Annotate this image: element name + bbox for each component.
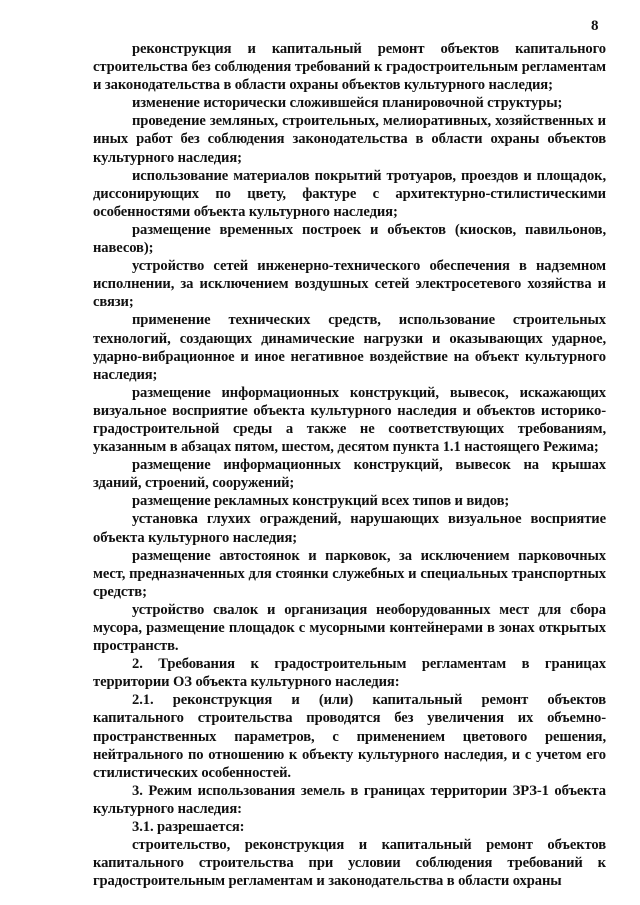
page-number: 8 — [591, 18, 599, 34]
paragraph: размещение информационных конструкций, вывесок, искажающих визуальное восприятие объекта культурного наследия и объектов историко-градостроительной среды а также не соответствующих требованиям, указанным в абзацах пятом, шестом, десятом пункта 1.1 настоящего Режима; — [93, 384, 606, 456]
paragraph: проведение земляных, строительных, мелиоративных, хозяйственных и иных работ без соблюдения законодательства в области охраны объектов культурного наследия; — [93, 113, 606, 166]
paragraph: изменение исторически сложившейся планировочной структуры; — [132, 95, 563, 112]
paragraph: размещение информационных конструкций, вывесок на крышах зданий, строений, сооружений; — [93, 457, 606, 492]
subsection-2-1: 2.1. реконструкция и (или) капитальный ремонт объектов капитального строительства проводятся без увеличения их объемно-пространственных параметров, с применением цветового решения, нейтрального по отношению к объекту культурного наследия, и с учетом его стилистических особенностей. — [93, 692, 606, 781]
paragraph: устройство свалок и организация необорудованных мест для сбора мусора, размещение площадок с мусорными контейнерами в зонах открытых пространств. — [93, 601, 606, 655]
paragraph: размещение рекламных конструкций всех типов и видов; — [132, 493, 510, 510]
paragraph: размещение временных построек и объектов (киосков, павильонов, навесов); — [93, 221, 606, 257]
paragraph: использование материалов покрытий тротуаров, проездов и площадок, диссонирующих по цвету, фактуре с архитектурно-стилистическими особенностями объекта культурного наследия; — [93, 167, 606, 220]
paragraph: размещение автостоянок и парковок, за исключением парковочных мест, предназначенных для стоянки служебных и специальных транспортных средств; — [93, 547, 606, 600]
subsection-3-1: 3.1. разрешается: — [132, 819, 245, 836]
section-heading-3: 3. Режим использования земель в границах территории ЗРЗ-1 объекта культурного наследия: — [93, 782, 606, 817]
paragraph: установка глухих ограждений, нарушающих визуальное восприятие объекта культурного наследия; — [93, 511, 606, 546]
paragraph: реконструкция и капитальный ремонт объектов капитального строительства без соблюдения требований к градостроительным регламентам и законодательства в области охраны объектов культурного наследия; — [93, 41, 606, 94]
paragraph: устройство сетей инженерно-технического обеспечения в надземном исполнении, за исключением воздушных сетей электросетевого хозяйства и связи; — [93, 258, 606, 311]
paragraph: строительство, реконструкция и капитальный ремонт объектов капитального строительства при условии соблюдения требований к градостроительным регламентам и законодательства в области охраны — [93, 837, 606, 890]
document-body — [93, 40, 606, 890]
section-heading-2: 2. Требования к градостроительным регламентам в границах территории ОЗ объекта культурного наследия: — [93, 656, 606, 691]
paragraph: применение технических средств, использование строительных технологий, создающих динамические нагрузки и оказывающих ударное, ударно-вибрационное и иное негативное воздействие на объект культурного наследия; — [93, 312, 606, 383]
